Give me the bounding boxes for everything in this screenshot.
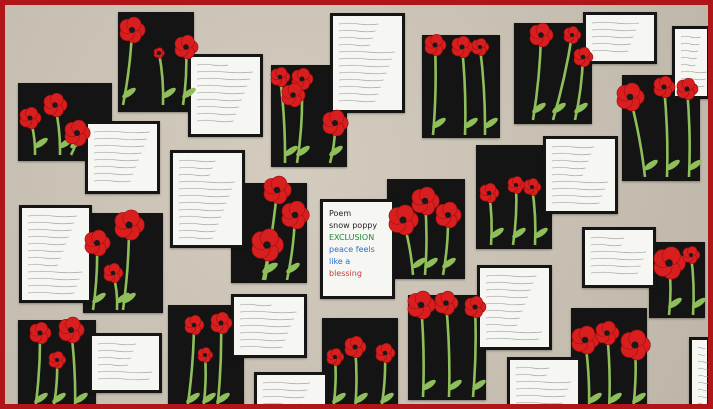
poppy-center xyxy=(478,45,482,49)
handwriting-line xyxy=(681,50,698,52)
handwriting-line xyxy=(592,22,639,24)
poppy-center xyxy=(353,345,358,350)
handwriting-line xyxy=(516,395,566,397)
handwriting-line xyxy=(339,58,392,60)
poppy-center xyxy=(538,32,544,38)
handwriting-line xyxy=(339,65,389,67)
handwriting-line xyxy=(197,64,228,66)
poppy-center xyxy=(445,212,451,218)
handwriting-line xyxy=(197,78,250,80)
poem-line-4: peace feels xyxy=(329,245,375,254)
handwriting-line xyxy=(552,188,605,190)
handwriting-line xyxy=(94,166,136,168)
handwriting-line xyxy=(339,51,395,53)
poppy-center xyxy=(203,353,207,357)
handwriting-line xyxy=(681,43,699,45)
handwriting-line xyxy=(698,375,709,377)
handwriting-line xyxy=(179,209,224,211)
handwriting-line xyxy=(197,85,247,87)
handwriting-line xyxy=(197,92,245,94)
handwriting-line xyxy=(516,381,571,383)
handwriting-line xyxy=(339,79,384,81)
handwriting-line xyxy=(28,243,66,245)
poppy-stem xyxy=(462,47,465,135)
handwriting-line xyxy=(592,29,636,31)
handwriting-line xyxy=(486,331,542,333)
handwriting-line xyxy=(28,215,77,217)
poppy-center xyxy=(94,240,100,246)
handwriting-line xyxy=(179,237,213,239)
poppy-center xyxy=(74,130,80,136)
handwriting-line xyxy=(98,357,131,359)
handwriting-line xyxy=(681,36,701,38)
handwriting-line xyxy=(28,271,82,273)
poppy-center xyxy=(487,191,492,196)
handwriting-line xyxy=(339,23,378,25)
handwriting-line xyxy=(240,332,288,334)
handwriting-line xyxy=(179,223,218,225)
poppy-center xyxy=(68,327,74,333)
poppy-and-writing-layer xyxy=(5,5,713,409)
handwriting-line xyxy=(28,229,72,231)
handwriting-line xyxy=(552,167,586,169)
poppy-center xyxy=(581,55,586,60)
handwriting-line xyxy=(263,382,310,384)
handwriting-line xyxy=(98,364,128,366)
poppy-leaf xyxy=(573,101,590,115)
poppy-leaf xyxy=(51,391,68,405)
handwriting-line xyxy=(516,367,549,369)
poppy-leaf xyxy=(328,144,345,158)
handwriting-line xyxy=(516,388,568,390)
poem-line-2: snow poppy xyxy=(329,221,378,230)
poppy-center xyxy=(157,51,161,55)
poppy-center xyxy=(332,120,338,126)
handwriting-line xyxy=(552,202,600,204)
poppy-center xyxy=(582,337,589,344)
handwriting-line xyxy=(240,346,283,348)
handwriting-line xyxy=(179,188,232,190)
poem-line-3: EXCLUSION xyxy=(329,233,375,242)
poppy-center xyxy=(443,300,449,306)
handwriting-line xyxy=(698,396,707,398)
handwriting-line xyxy=(94,180,131,182)
handwriting-line xyxy=(698,403,707,405)
handwriting-line xyxy=(681,64,695,66)
handwriting-line xyxy=(552,160,589,162)
poppy-leaf xyxy=(121,86,138,100)
handwriting-line xyxy=(94,173,133,175)
handwriting-line xyxy=(179,202,227,204)
poppy-center xyxy=(55,358,59,362)
poppy-center xyxy=(290,92,296,98)
handwriting-line xyxy=(486,310,523,312)
handwriting-line xyxy=(552,174,583,176)
handwriting-line xyxy=(94,159,139,161)
poppy-center xyxy=(632,342,639,349)
handwriting-line xyxy=(179,195,229,197)
handwriting-line xyxy=(339,44,370,46)
poppy-leaf xyxy=(181,86,198,100)
handwriting-line xyxy=(28,292,74,294)
handwriting-line xyxy=(28,264,58,266)
handwriting-line xyxy=(98,371,152,373)
handwriting-line xyxy=(197,99,242,101)
handwriting-line xyxy=(263,403,302,405)
poppy-center xyxy=(514,183,518,187)
handwriting-line xyxy=(98,343,136,345)
handwriting-line xyxy=(98,350,134,352)
poppy-stem xyxy=(473,307,476,397)
handwriting-line xyxy=(240,339,286,341)
poppy-center xyxy=(129,27,135,33)
poppy-center xyxy=(183,44,189,50)
handwriting-line xyxy=(592,50,628,52)
poppy-center xyxy=(627,94,634,101)
poppy-center xyxy=(292,212,299,219)
poppy-center xyxy=(263,241,271,249)
poppy-center xyxy=(400,217,407,224)
poppy-leaf xyxy=(285,261,302,275)
poppy-center xyxy=(38,331,43,336)
handwriting-line xyxy=(28,278,80,280)
handwriting-line xyxy=(486,303,525,305)
handwriting-line xyxy=(179,181,235,183)
handwriting-line xyxy=(552,153,591,155)
poppy-center xyxy=(274,187,281,194)
handwriting-line xyxy=(197,113,236,115)
poppy-center xyxy=(383,351,388,356)
poppy-center xyxy=(433,43,438,48)
handwriting-line xyxy=(681,57,697,59)
poppy-center xyxy=(278,75,283,80)
poppy-leaf xyxy=(33,391,50,405)
handwriting-line xyxy=(339,30,376,32)
handwriting-line xyxy=(486,317,520,319)
handwriting-line xyxy=(240,304,272,306)
poppy-stem xyxy=(664,87,667,177)
poppy-center xyxy=(333,355,337,359)
handwriting-line xyxy=(592,43,631,45)
poppy-leaf xyxy=(441,256,458,270)
handwriting-line xyxy=(698,368,710,370)
poppy-center xyxy=(530,185,534,189)
poppy-stem xyxy=(480,47,485,135)
poppy-stem xyxy=(687,89,690,177)
handwriting-line xyxy=(179,216,221,218)
handwriting-line xyxy=(591,272,638,274)
poppy-center xyxy=(219,321,224,326)
poppy-center xyxy=(665,259,673,267)
handwriting-line xyxy=(486,275,536,277)
handwriting-line xyxy=(698,382,708,384)
handwriting-line xyxy=(516,402,563,404)
handwriting-line xyxy=(591,265,641,267)
handwriting-line xyxy=(240,311,297,313)
poppy-center xyxy=(473,305,478,310)
poppy-center xyxy=(52,102,58,108)
handwriting-line xyxy=(28,285,77,287)
handwriting-line xyxy=(197,120,234,122)
poppy-leaf xyxy=(643,158,660,172)
handwriting-line xyxy=(486,296,528,298)
poppy-stem xyxy=(433,45,436,135)
handwriting-line xyxy=(197,106,239,108)
poppy-center xyxy=(604,330,610,336)
handwriting-line xyxy=(552,181,608,183)
poppy-leaf xyxy=(531,101,548,115)
poppy-leaf xyxy=(379,391,396,405)
poppy-stem xyxy=(446,303,449,397)
handwriting-line xyxy=(681,71,707,73)
handwriting-line xyxy=(179,160,216,162)
handwriting-line xyxy=(552,195,602,197)
handwriting-line xyxy=(179,230,216,232)
handwriting-line xyxy=(698,347,705,349)
handwriting-line xyxy=(197,71,253,73)
handwriting-line xyxy=(339,72,387,74)
handwriting-line xyxy=(94,152,142,154)
handwriting-line xyxy=(486,338,539,340)
handwriting-line xyxy=(179,167,213,169)
handwriting-line xyxy=(339,93,378,95)
poem-line-5: like a xyxy=(329,257,351,266)
handwriting-line xyxy=(516,374,547,376)
poppy-leaf xyxy=(185,391,202,405)
poppy-center xyxy=(422,198,429,205)
poppy-center xyxy=(418,302,425,309)
handwriting-line xyxy=(339,37,373,39)
handwriting-line xyxy=(698,354,705,356)
poppy-center xyxy=(300,77,305,82)
handwriting-line xyxy=(28,250,64,252)
handwriting-line xyxy=(698,361,710,363)
handwriting-line xyxy=(486,289,531,291)
handwriting-line xyxy=(179,174,210,176)
poppy-center xyxy=(570,33,574,37)
poppy-leaf xyxy=(91,291,108,305)
handwriting-line xyxy=(240,325,291,327)
handwriting-line xyxy=(94,131,150,133)
poppy-center xyxy=(126,222,133,229)
poem-line-6: blessing xyxy=(329,269,362,278)
handwriting-line xyxy=(486,282,534,284)
poppy-center xyxy=(192,323,197,328)
poppy-center xyxy=(28,116,33,121)
handwriting-line xyxy=(339,86,381,88)
handwriting-line xyxy=(94,145,144,147)
handwriting-line xyxy=(592,36,633,38)
handwriting-line xyxy=(591,258,643,260)
handwriting-line xyxy=(552,146,594,148)
handwriting-line xyxy=(339,100,376,102)
poppy-center xyxy=(685,87,690,92)
handwriting-line xyxy=(28,257,61,259)
poppy-center xyxy=(689,253,693,257)
poppy-center xyxy=(460,45,465,50)
handwriting-line xyxy=(591,251,646,253)
handwriting-line xyxy=(591,244,622,246)
handwriting-line xyxy=(240,318,294,320)
handwriting-line xyxy=(263,396,304,398)
handwriting-line xyxy=(28,222,74,224)
handwriting-line xyxy=(263,389,307,391)
handwriting-line xyxy=(591,237,624,239)
poppy-leaf xyxy=(295,144,312,158)
handwriting-line xyxy=(94,138,147,140)
handwriting-line xyxy=(486,324,517,326)
poppy-center xyxy=(662,85,667,90)
handwriting-line xyxy=(698,389,708,391)
poppy-center xyxy=(111,271,116,276)
poem-line-1: Poem xyxy=(329,209,352,218)
poppy-leaf xyxy=(511,226,528,240)
handwriting-line xyxy=(28,236,69,238)
handwriting-line xyxy=(98,378,150,380)
